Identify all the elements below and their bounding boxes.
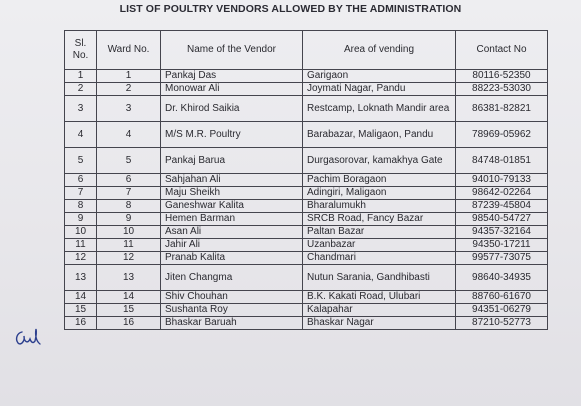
cell-ward-no: 5 bbox=[97, 148, 161, 174]
table-row bbox=[65, 174, 548, 187]
cell-contact: 98540-54727 bbox=[456, 213, 548, 226]
cell-contact: 88760-61670 bbox=[456, 291, 548, 304]
cell-vendor-name: Bhaskar Baruah bbox=[161, 317, 303, 330]
cell-ward-no: 7 bbox=[97, 187, 161, 200]
handwritten-mark-icon bbox=[13, 326, 47, 348]
table-row bbox=[65, 265, 548, 291]
cell-vendor-name: M/S M.R. Poultry bbox=[161, 122, 303, 148]
cell-area: Pachim Boragaon bbox=[303, 174, 456, 187]
table-row bbox=[65, 200, 548, 213]
cell-ward-no: 14 bbox=[97, 291, 161, 304]
cell-area: Bhaskar Nagar bbox=[303, 317, 456, 330]
cell-contact: 78969-05962 bbox=[456, 122, 548, 148]
cell-ward-no: 2 bbox=[97, 83, 161, 96]
table-row bbox=[65, 70, 548, 83]
cell-vendor-name: Ganeshwar Kalita bbox=[161, 200, 303, 213]
cell-sl-no: 8 bbox=[65, 200, 97, 213]
cell-area: Durgasorovar, kamakhya Gate bbox=[303, 148, 456, 174]
cell-sl-no: 16 bbox=[65, 317, 97, 330]
cell-sl-no: 3 bbox=[65, 96, 97, 122]
cell-ward-no: 11 bbox=[97, 239, 161, 252]
cell-vendor-name: Dr. Khirod Saikia bbox=[161, 96, 303, 122]
vendor-table bbox=[64, 30, 548, 330]
cell-ward-no: 8 bbox=[97, 200, 161, 213]
table-row bbox=[65, 304, 548, 317]
cell-contact: 98640-34935 bbox=[456, 265, 548, 291]
table-row bbox=[65, 317, 548, 330]
cell-ward-no: 3 bbox=[97, 96, 161, 122]
cell-contact: 94357-32164 bbox=[456, 226, 548, 239]
table-row bbox=[65, 213, 548, 226]
cell-contact: 87239-45804 bbox=[456, 200, 548, 213]
cell-vendor-name: Sahjahan Ali bbox=[161, 174, 303, 187]
table-row bbox=[65, 252, 548, 265]
cell-vendor-name: Pankaj Barua bbox=[161, 148, 303, 174]
cell-vendor-name: Monowar Ali bbox=[161, 83, 303, 96]
cell-ward-no: 10 bbox=[97, 226, 161, 239]
cell-vendor-name: Jahir Ali bbox=[161, 239, 303, 252]
header-contact: Contact No bbox=[456, 31, 548, 70]
document-title: LIST OF POULTRY VENDORS ALLOWED BY THE ADMINISTRATION bbox=[119, 3, 462, 15]
cell-sl-no: 1 bbox=[65, 70, 97, 83]
table-row bbox=[65, 122, 548, 148]
cell-ward-no: 1 bbox=[97, 70, 161, 83]
header-sl-no: Sl. No. bbox=[65, 31, 97, 70]
cell-vendor-name: Maju Sheikh bbox=[161, 187, 303, 200]
cell-area: Barabazar, Maligaon, Pandu bbox=[303, 122, 456, 148]
cell-ward-no: 4 bbox=[97, 122, 161, 148]
cell-area: Kalapahar bbox=[303, 304, 456, 317]
cell-contact: 94351-06279 bbox=[456, 304, 548, 317]
cell-area: Uzanbazar bbox=[303, 239, 456, 252]
header-area: Area of vending bbox=[303, 31, 456, 70]
table-row bbox=[65, 83, 548, 96]
cell-sl-no: 9 bbox=[65, 213, 97, 226]
cell-sl-no: 6 bbox=[65, 174, 97, 187]
cell-sl-no: 14 bbox=[65, 291, 97, 304]
cell-area: Chandmari bbox=[303, 252, 456, 265]
cell-ward-no: 6 bbox=[97, 174, 161, 187]
header-ward-no: Ward No. bbox=[97, 31, 161, 70]
cell-sl-no: 4 bbox=[65, 122, 97, 148]
cell-area: Nutun Sarania, Gandhibasti bbox=[303, 265, 456, 291]
cell-sl-no: 2 bbox=[65, 83, 97, 96]
cell-area: Bharalumukh bbox=[303, 200, 456, 213]
cell-sl-no: 13 bbox=[65, 265, 97, 291]
cell-ward-no: 13 bbox=[97, 265, 161, 291]
cell-sl-no: 5 bbox=[65, 148, 97, 174]
cell-vendor-name: Pranab Kalita bbox=[161, 252, 303, 265]
cell-ward-no: 16 bbox=[97, 317, 161, 330]
table-body bbox=[65, 70, 548, 330]
cell-vendor-name: Hemen Barman bbox=[161, 213, 303, 226]
cell-vendor-name: Shiv Chouhan bbox=[161, 291, 303, 304]
cell-ward-no: 15 bbox=[97, 304, 161, 317]
cell-vendor-name: Pankaj Das bbox=[161, 70, 303, 83]
cell-contact: 98642-02264 bbox=[456, 187, 548, 200]
cell-vendor-name: Jiten Changma bbox=[161, 265, 303, 291]
cell-sl-no: 12 bbox=[65, 252, 97, 265]
cell-contact: 87210-52773 bbox=[456, 317, 548, 330]
cell-ward-no: 12 bbox=[97, 252, 161, 265]
cell-ward-no: 9 bbox=[97, 213, 161, 226]
cell-sl-no: 7 bbox=[65, 187, 97, 200]
cell-contact: 86381-82821 bbox=[456, 96, 548, 122]
table-row bbox=[65, 148, 548, 174]
cell-contact: 94010-79133 bbox=[456, 174, 548, 187]
table-row bbox=[65, 291, 548, 304]
cell-vendor-name: Asan Ali bbox=[161, 226, 303, 239]
cell-area: Paltan Bazar bbox=[303, 226, 456, 239]
cell-area: B.K. Kakati Road, Ulubari bbox=[303, 291, 456, 304]
cell-contact: 88223-53030 bbox=[456, 83, 548, 96]
cell-contact: 84748-01851 bbox=[456, 148, 548, 174]
cell-sl-no: 10 bbox=[65, 226, 97, 239]
cell-area: Restcamp, Loknath Mandir area bbox=[303, 96, 456, 122]
cell-area: Adingiri, Maligaon bbox=[303, 187, 456, 200]
table-row bbox=[65, 239, 548, 252]
table-row bbox=[65, 96, 548, 122]
cell-sl-no: 15 bbox=[65, 304, 97, 317]
cell-contact: 94350-17211 bbox=[456, 239, 548, 252]
table-row bbox=[65, 187, 548, 200]
table-header-row bbox=[65, 31, 548, 70]
header-vendor-name: Name of the Vendor bbox=[161, 31, 303, 70]
cell-area: Joymati Nagar, Pandu bbox=[303, 83, 456, 96]
cell-area: SRCB Road, Fancy Bazar bbox=[303, 213, 456, 226]
cell-contact: 80116-52350 bbox=[456, 70, 548, 83]
cell-sl-no: 11 bbox=[65, 239, 97, 252]
cell-area: Garigaon bbox=[303, 70, 456, 83]
table-row bbox=[65, 226, 548, 239]
cell-contact: 99577-73075 bbox=[456, 252, 548, 265]
cell-vendor-name: Sushanta Roy bbox=[161, 304, 303, 317]
